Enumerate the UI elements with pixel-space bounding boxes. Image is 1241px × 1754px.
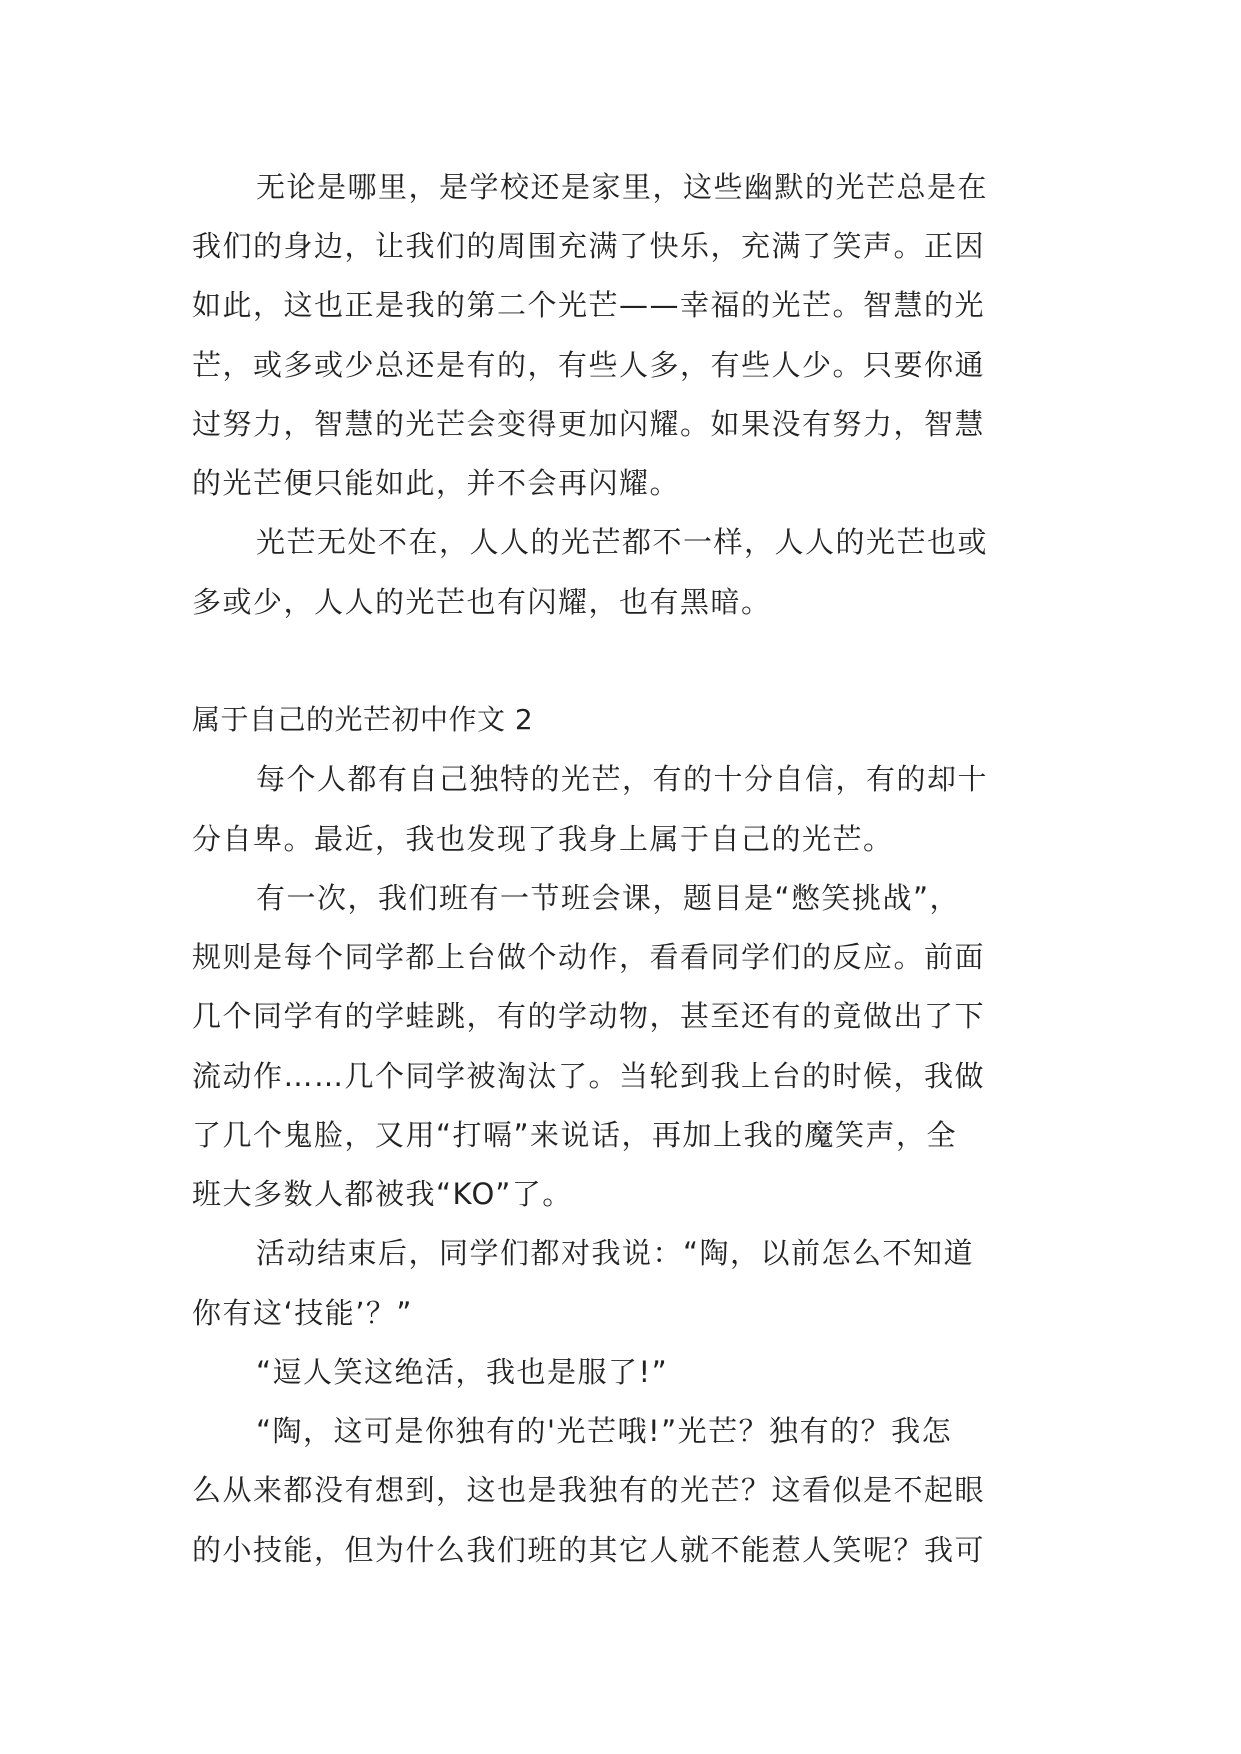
paragraph-line: 几个同学有的学蛙跳，有的学动物，甚至还有的竟做出了下 — [192, 999, 986, 1033]
paragraph-line: 光芒无处不在，人人的光芒都不一样，人人的光芒也或 — [256, 525, 989, 559]
paragraph-line: 过努力，智慧的光芒会变得更加闪耀。如果没有努力，智慧 — [192, 407, 986, 441]
essay-heading: 属于自己的光芒初中作文 2 — [192, 703, 534, 736]
paragraph-line: 分自卑。最近，我也发现了我身上属于自己的光芒。 — [192, 822, 894, 856]
paragraph-line: 芒，或多或少总还是有的，有些人多，有些人少。只要你通 — [192, 348, 986, 382]
paragraph-line: 么从来都没有想到，这也是我独有的光芒？这看似是不起眼 — [192, 1473, 986, 1507]
paragraph-line: 规则是每个同学都上台做个动作，看看同学们的反应。前面 — [192, 940, 986, 974]
paragraph-line: “逗人笑这绝活，我也是服了!” — [256, 1355, 669, 1389]
paragraph-line: 班大多数人都被我“KO”了。 — [192, 1177, 573, 1211]
paragraph-line: 活动结束后，同学们都对我说：“陶，以前怎么不知道 — [256, 1236, 975, 1270]
paragraph-line: 流动作……几个同学被淘汰了。当轮到我上台的时候，我做 — [192, 1059, 986, 1093]
paragraph-line: 每个人都有自己独特的光芒，有的十分自信，有的却十 — [256, 762, 989, 796]
paragraph-line: 有一次，我们班有一节班会课，题目是“憋笑挑战”， — [256, 881, 961, 915]
paragraph-line: 多或少，人人的光芒也有闪耀，也有黑暗。 — [192, 585, 772, 619]
paragraph-line: 如此，这也正是我的第二个光芒——幸福的光芒。智慧的光 — [192, 288, 986, 322]
paragraph-line: “陶，这可是你独有的'光芒哦!”光芒？独有的？我怎 — [256, 1414, 953, 1448]
paragraph-line: 你有这‘技能’？” — [192, 1296, 413, 1330]
paragraph-line: 了几个鬼脸，又用“打嗝”来说话，再加上我的魔笑声，全 — [192, 1118, 958, 1152]
paragraph-line: 我们的身边，让我们的周围充满了快乐，充满了笑声。正因 — [192, 229, 986, 263]
paragraph-line: 无论是哪里，是学校还是家里，这些幽默的光芒总是在 — [256, 170, 989, 204]
paragraph-line: 的小技能，但为什么我们班的其它人就不能惹人笑呢？我可 — [192, 1533, 986, 1567]
paragraph-line: 的光芒便只能如此，并不会再闪耀。 — [192, 466, 681, 500]
